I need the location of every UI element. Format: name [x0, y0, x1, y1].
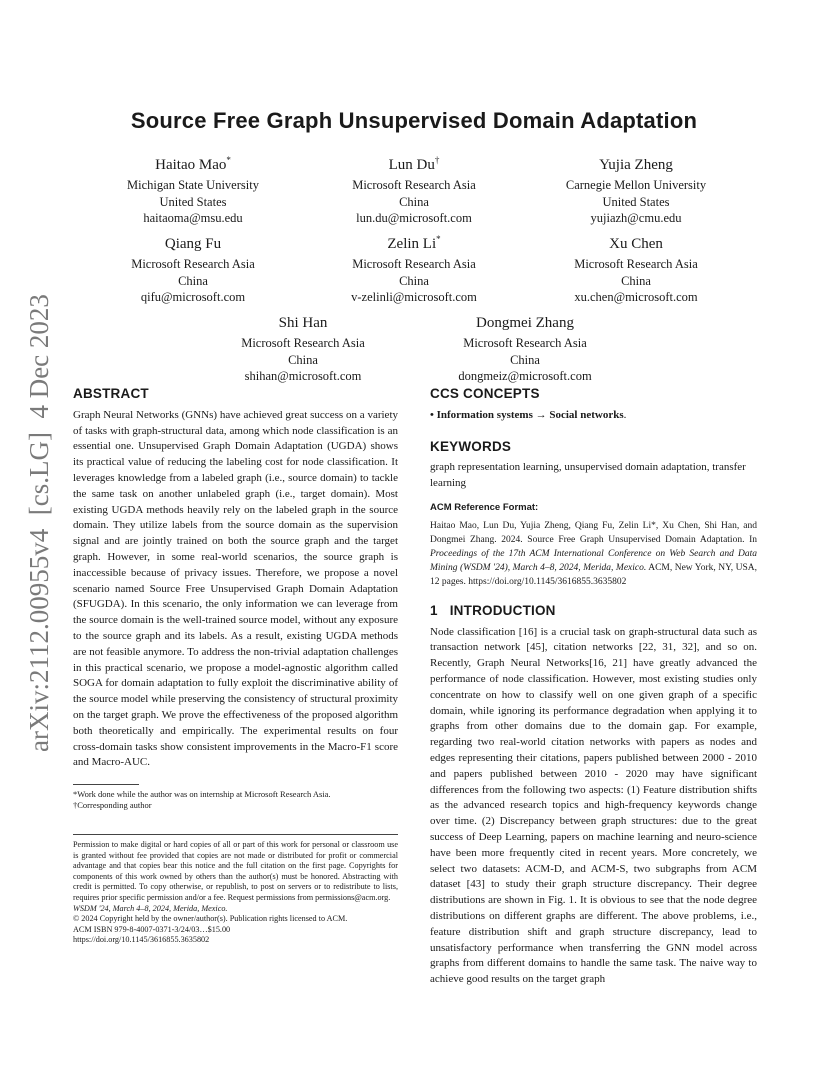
- author-affiliation: Microsoft Research Asia: [131, 257, 255, 271]
- author-name: Xu Chen: [609, 236, 663, 252]
- author-block: [73, 230, 313, 306]
- author-affiliation: Microsoft Research Asia: [352, 178, 476, 192]
- author-name: Shi Han: [278, 315, 328, 331]
- acm-reference: [430, 519, 757, 589]
- author-affiliation: Microsoft Research Asia: [241, 336, 365, 350]
- author-country: China: [288, 352, 318, 367]
- permission-rule: [73, 834, 398, 835]
- author-email[interactable]: qifu@microsoft.com: [140, 290, 246, 304]
- abstract-heading: ABSTRACT: [73, 386, 149, 401]
- abstract-text: Graph Neural Networks (GNNs) have achieved great success on a variety of tasks with graph-structural data, among which node classification is an essential one. Unsupervised Graph Domain Adaptation (UGDA) shows its practical value of reducing the labeling cost for node classification. It leverages knowledge from a labeled graph (i.e., source domain) to tackle the same task on another unlabeled graph (i.e., target domain). Most existing UGDA methods heavily rely on the labeled graph in the source domain. They utilize labels from the source domain as the supervision signal and are jointly trained on both the source graph and the target graph. However, in some real-world scenarios, the source graph is inaccessible because of privacy issues. Therefore, we propose a novel scenario named Source Free Unsupervised Graph Domain Adaptation (SFUGDA). In this scenario, the only information we can leverage from the source domain is the well-trained source model, without any exposure to the source graph and its labels. As a result, existing UGDA methods are not feasible anymore. To address the non-trivial adaptation challenges in this practical scenario, we propose a model-agnostic algorithm called SOGA for domain adaptation to fully exploit the discriminative ability of the source model while preserving the consistency of structural proximity on the target graph. We prove the effectiveness of the proposed algorithm both theoretically and empirically. The experimental results on four cross-domain tasks show consistent improvements in the Macro-F1 score and Macro-AUC.: [73, 408, 398, 769]
- arxiv-stamp: [18, 290, 58, 760]
- author-email[interactable]: yujiazh@cmu.edu: [590, 211, 682, 225]
- ccs-concepts: [430, 408, 757, 424]
- author-country: China: [621, 273, 651, 288]
- author-country: China: [510, 352, 540, 367]
- author-email[interactable]: haitaoma@msu.edu: [143, 211, 243, 225]
- author-name: Lun Du†: [388, 155, 440, 173]
- footnote-rule: [73, 784, 139, 785]
- author-email[interactable]: v-zelinli@microsoft.com: [351, 290, 477, 304]
- author-block: [73, 151, 313, 227]
- footnotes: [73, 784, 398, 811]
- author-country: China: [399, 194, 429, 209]
- intro-title: INTRODUCTION: [449, 602, 556, 618]
- author-country: China: [178, 273, 208, 288]
- author-email[interactable]: dongmeiz@microsoft.com: [458, 369, 592, 383]
- paper-title: Source Free Graph Unsupervised Domain Adaptation: [130, 108, 698, 133]
- author-country: United States: [602, 194, 670, 209]
- keywords-text: graph representation learning, unsupervised domain adaptation, transfer learning: [430, 461, 746, 490]
- author-name: Qiang Fu: [164, 236, 222, 252]
- acm-ref-heading: ACM Reference Format:: [430, 501, 539, 513]
- author-affiliation: Microsoft Research Asia: [463, 336, 587, 350]
- author-name: Haitao Mao*: [155, 155, 231, 173]
- author-block: [516, 151, 756, 227]
- permission-block: [73, 834, 398, 946]
- author-name: Dongmei Zhang: [476, 315, 574, 331]
- author-email[interactable]: lun.du@microsoft.com: [356, 211, 472, 225]
- author-country: United States: [159, 194, 227, 209]
- author-affiliation: Microsoft Research Asia: [352, 257, 476, 271]
- ccs-concept: Information systems → Social networks: [436, 408, 624, 421]
- author-block: [183, 309, 423, 385]
- arxiv-stamp-text: arXiv:2112.00955v4 [cs.LG] 4 Dec 2023: [24, 294, 54, 752]
- footnote-internship: *Work done while the author was on internship at Microsoft Research Asia.: [73, 789, 331, 799]
- author-name: Zelin Li*: [387, 234, 441, 252]
- doi-link[interactable]: https://doi.org/10.1145/3616855.3635802: [73, 935, 210, 945]
- footnote-corresponding: †Corresponding author: [73, 800, 152, 810]
- isbn-line: ACM ISBN 979-8-4007-0371-3/24/03…$15.00: [73, 924, 231, 934]
- author-email[interactable]: xu.chen@microsoft.com: [574, 290, 698, 304]
- author-country: China: [399, 273, 429, 288]
- ccs-bullet: •: [430, 408, 434, 421]
- ccs-period: .: [623, 408, 627, 421]
- author-affiliation: Microsoft Research Asia: [574, 257, 698, 271]
- author-block: [294, 151, 534, 227]
- author-affiliation: Michigan State University: [127, 178, 259, 192]
- permission-text: Permission to make digital or hard copies of all or part of this work for personal or classroom use is granted without fee provided that copies are not made or distributed for profit or commercial advantage and that copies bear this notice and the full citation on the first page. Copyrights for components of this work owned by others than the author(s) must be honored. Abstracting with credit is permitted. To copy otherwise, or republish, to post on servers or to redistribute to lists, requires prior specific permission and/or a fee. Request permissions from permissions@acm.org.: [73, 840, 398, 902]
- intro-heading: [430, 603, 757, 619]
- acm-ref-tail: ACM, New York, NY, USA, 12 pages. https://doi.org/10.1145/3616855.3635802: [430, 562, 757, 587]
- copyright-line: © 2024 Copyright held by the owner/author(s). Publication rights licensed to ACM.: [73, 914, 348, 924]
- acm-ref-authors: Haitao Mao, Lun Du, Yujia Zheng, Qiang Fu, Zelin Li*, Xu Chen, Shi Han, and Dongmei Zhang. 2024. Source Free Graph Unsupervised Domain Adaptation. In: [430, 520, 757, 545]
- author-block: [516, 230, 756, 306]
- acm-ref-proceedings: Proceedings of the 17th ACM International Conference on Web Search and Data Mining (WSDM '24), March 4–8, 2024, Merida, Mexico.: [430, 548, 757, 573]
- right-column: [430, 386, 757, 988]
- author-block: [405, 309, 645, 385]
- intro-text: Node classification [16] is a crucial task on graph-structural data such as transaction network [45], citation networks [22, 31, 32], and so on. Recently, Graph Neural Networks[16, 21] have greatly advanced the performance of node classification. However, most existing studies only concentrate on how to classify well on one given graph of a specific domain, while ignoring its performance degradation when applying it to graphs from other domains due to the domain gap. For example, regarding two real-world citation networks with papers as nodes and edges representing their citations, papers published between 2000 - 2010 and papers published between 2010 - 2020 may have significant differences from the following two aspects: (1) Feature distribution shifts as the advanced research topics and high-frequency keywords change over time. (2) Discrepancy between graph structures: due to the great success of Deep Learning, papers on machine learning and neuro-science have been more frequently cited in recent years. More concretely, we select two datasets: ACM-D, and ACM-S, two subgraphs from ACM dataset [43] to study their graph structure discrepancy. Their degree distributions are shown in Fig. 1. It is obvious to see that the node degree distributions on different graphs are different. The above problems, i.e., feature distribution shift and graph structure discrepancy, lead to unsatisfactory performance when transferring the GNN model across graphs from different domains to handle the same task. The naive way to achieve good results on the target graph: [430, 625, 757, 986]
- author-name: Yujia Zheng: [599, 157, 673, 173]
- keywords-heading: KEYWORDS: [430, 438, 512, 454]
- venue-line: WSDM '24, March 4–8, 2024, Merida, Mexico.: [73, 903, 228, 913]
- author-affiliation: Carnegie Mellon University: [565, 178, 707, 192]
- author-block: [294, 230, 534, 306]
- intro-number: 1: [430, 602, 438, 618]
- author-email[interactable]: shihan@microsoft.com: [244, 369, 362, 383]
- ccs-heading: CCS CONCEPTS: [430, 386, 540, 401]
- abstract-section: [73, 386, 398, 771]
